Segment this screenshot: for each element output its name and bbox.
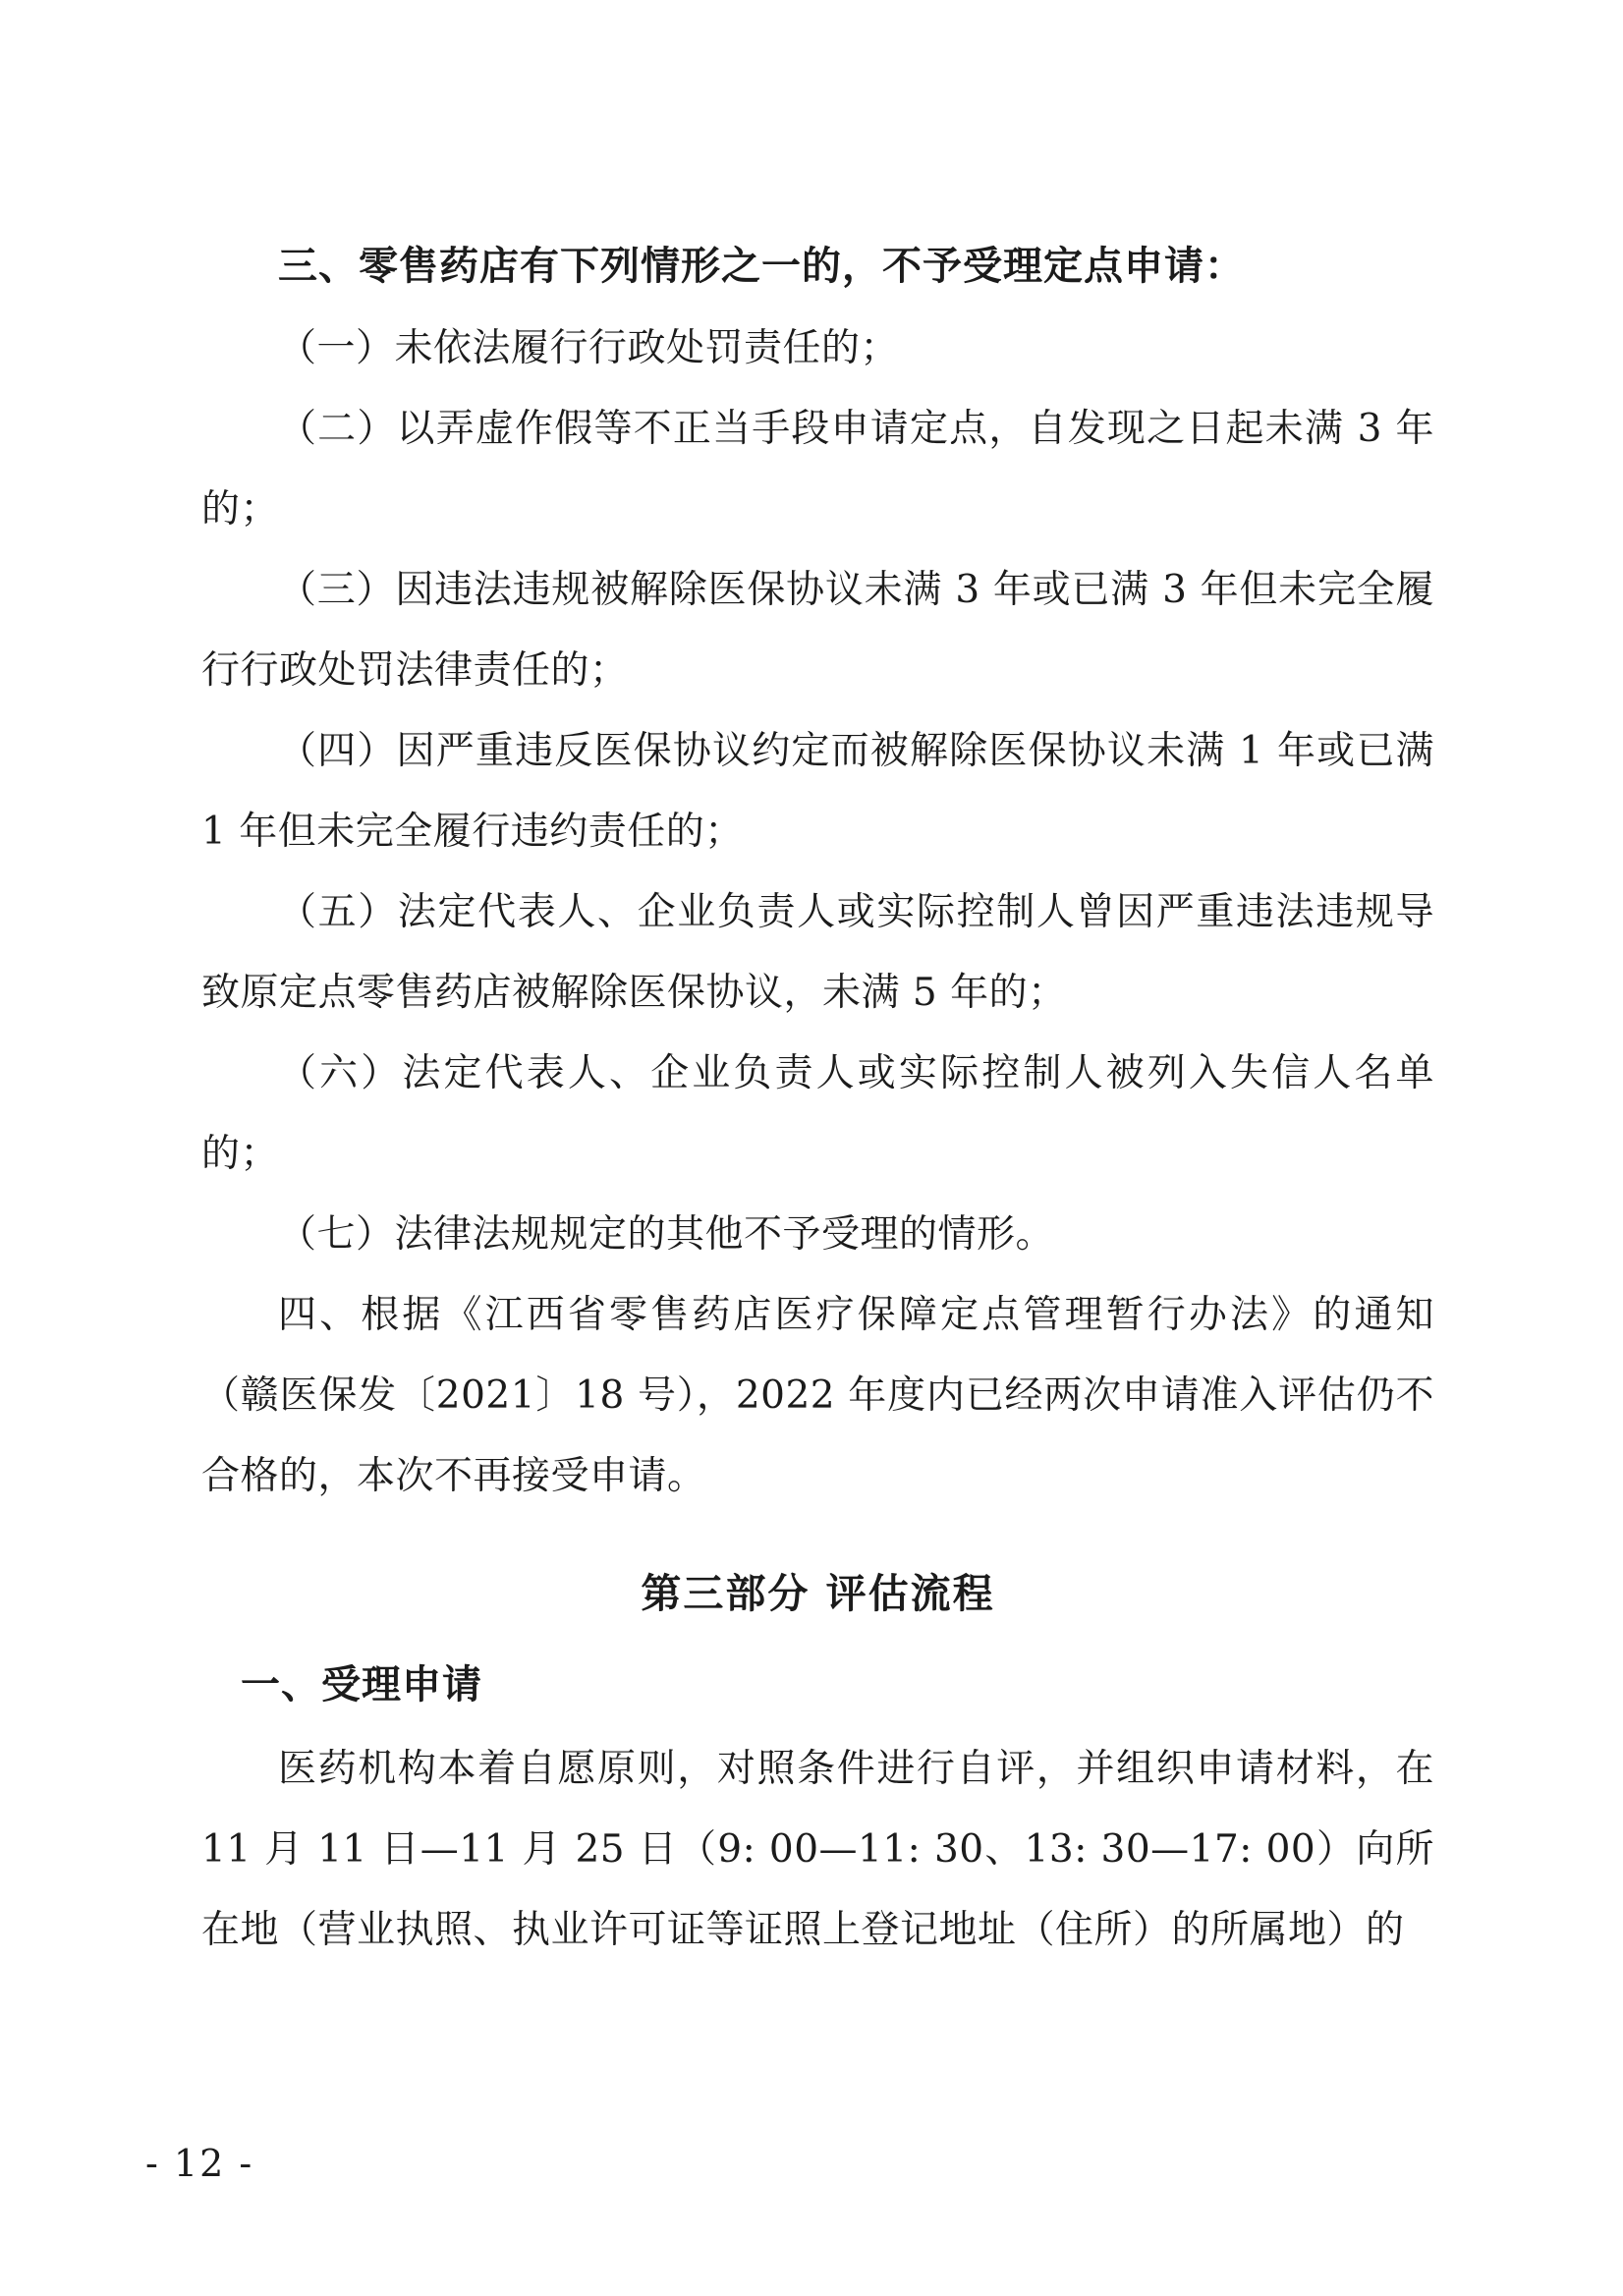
subheading-accept-application: 一、受理申请 [241, 1661, 482, 1708]
paragraph-section-four: 四、根据《江西省零售药店医疗保障定点管理暂行办法》的通知（赣医保发〔2021〕18 号），2022 年度内已经两次申请准入评估仍不合格的，本次不再接受申请。 [201, 1293, 1434, 1498]
heading-section-three: 三、零售药店有下列情形之一的，不予受理定点申请： [278, 243, 1245, 289]
list-item-4: （四）因严重违反医保协议约定而被解除医保协议未满 1 年或已满 1 年但未完全履行违约责任的； [201, 729, 1447, 854]
paragraph-accept-application-body: 医药机构本着自愿原则，对照条件进行自评，并组织申请材料，在 11 月 11 日—11 月 25 日（9: 00—11: 30、13: 30—17: 00）向所在地（营业执照、执业许可证等证照上登记地址（住所）的所属地）的 [201, 1747, 1447, 1952]
list-item-2: （二）以弄虚作假等不正当手段申请定点，自发现之日起未满 3 年的； [201, 407, 1434, 532]
list-item-1: （一）未依法履行行政处罚责任的； [278, 326, 900, 370]
spacer [201, 1517, 1434, 1546]
document-body [201, 224, 1447, 1971]
part-three-title: 第三部分 评估流程 [641, 1570, 995, 1617]
list-item-7: （七）法律法规规定的其他不予受理的情形。 [278, 1212, 1055, 1257]
page-number: - 12 - [145, 2142, 254, 2185]
list-item-5: （五）法定代表人、企业负责人或实际控制人曾因严重违法违规导致原定点零售药店被解除医保协议，未满 5 年的； [201, 890, 1434, 1015]
list-item-3: （三）因违法违规被解除医保协议未满 3 年或已满 3 年但未完全履行行政处罚法律责任的； [201, 568, 1434, 693]
list-item-6: （六）法定代表人、企业负责人或实际控制人被列入失信人名单的； [201, 1051, 1434, 1176]
